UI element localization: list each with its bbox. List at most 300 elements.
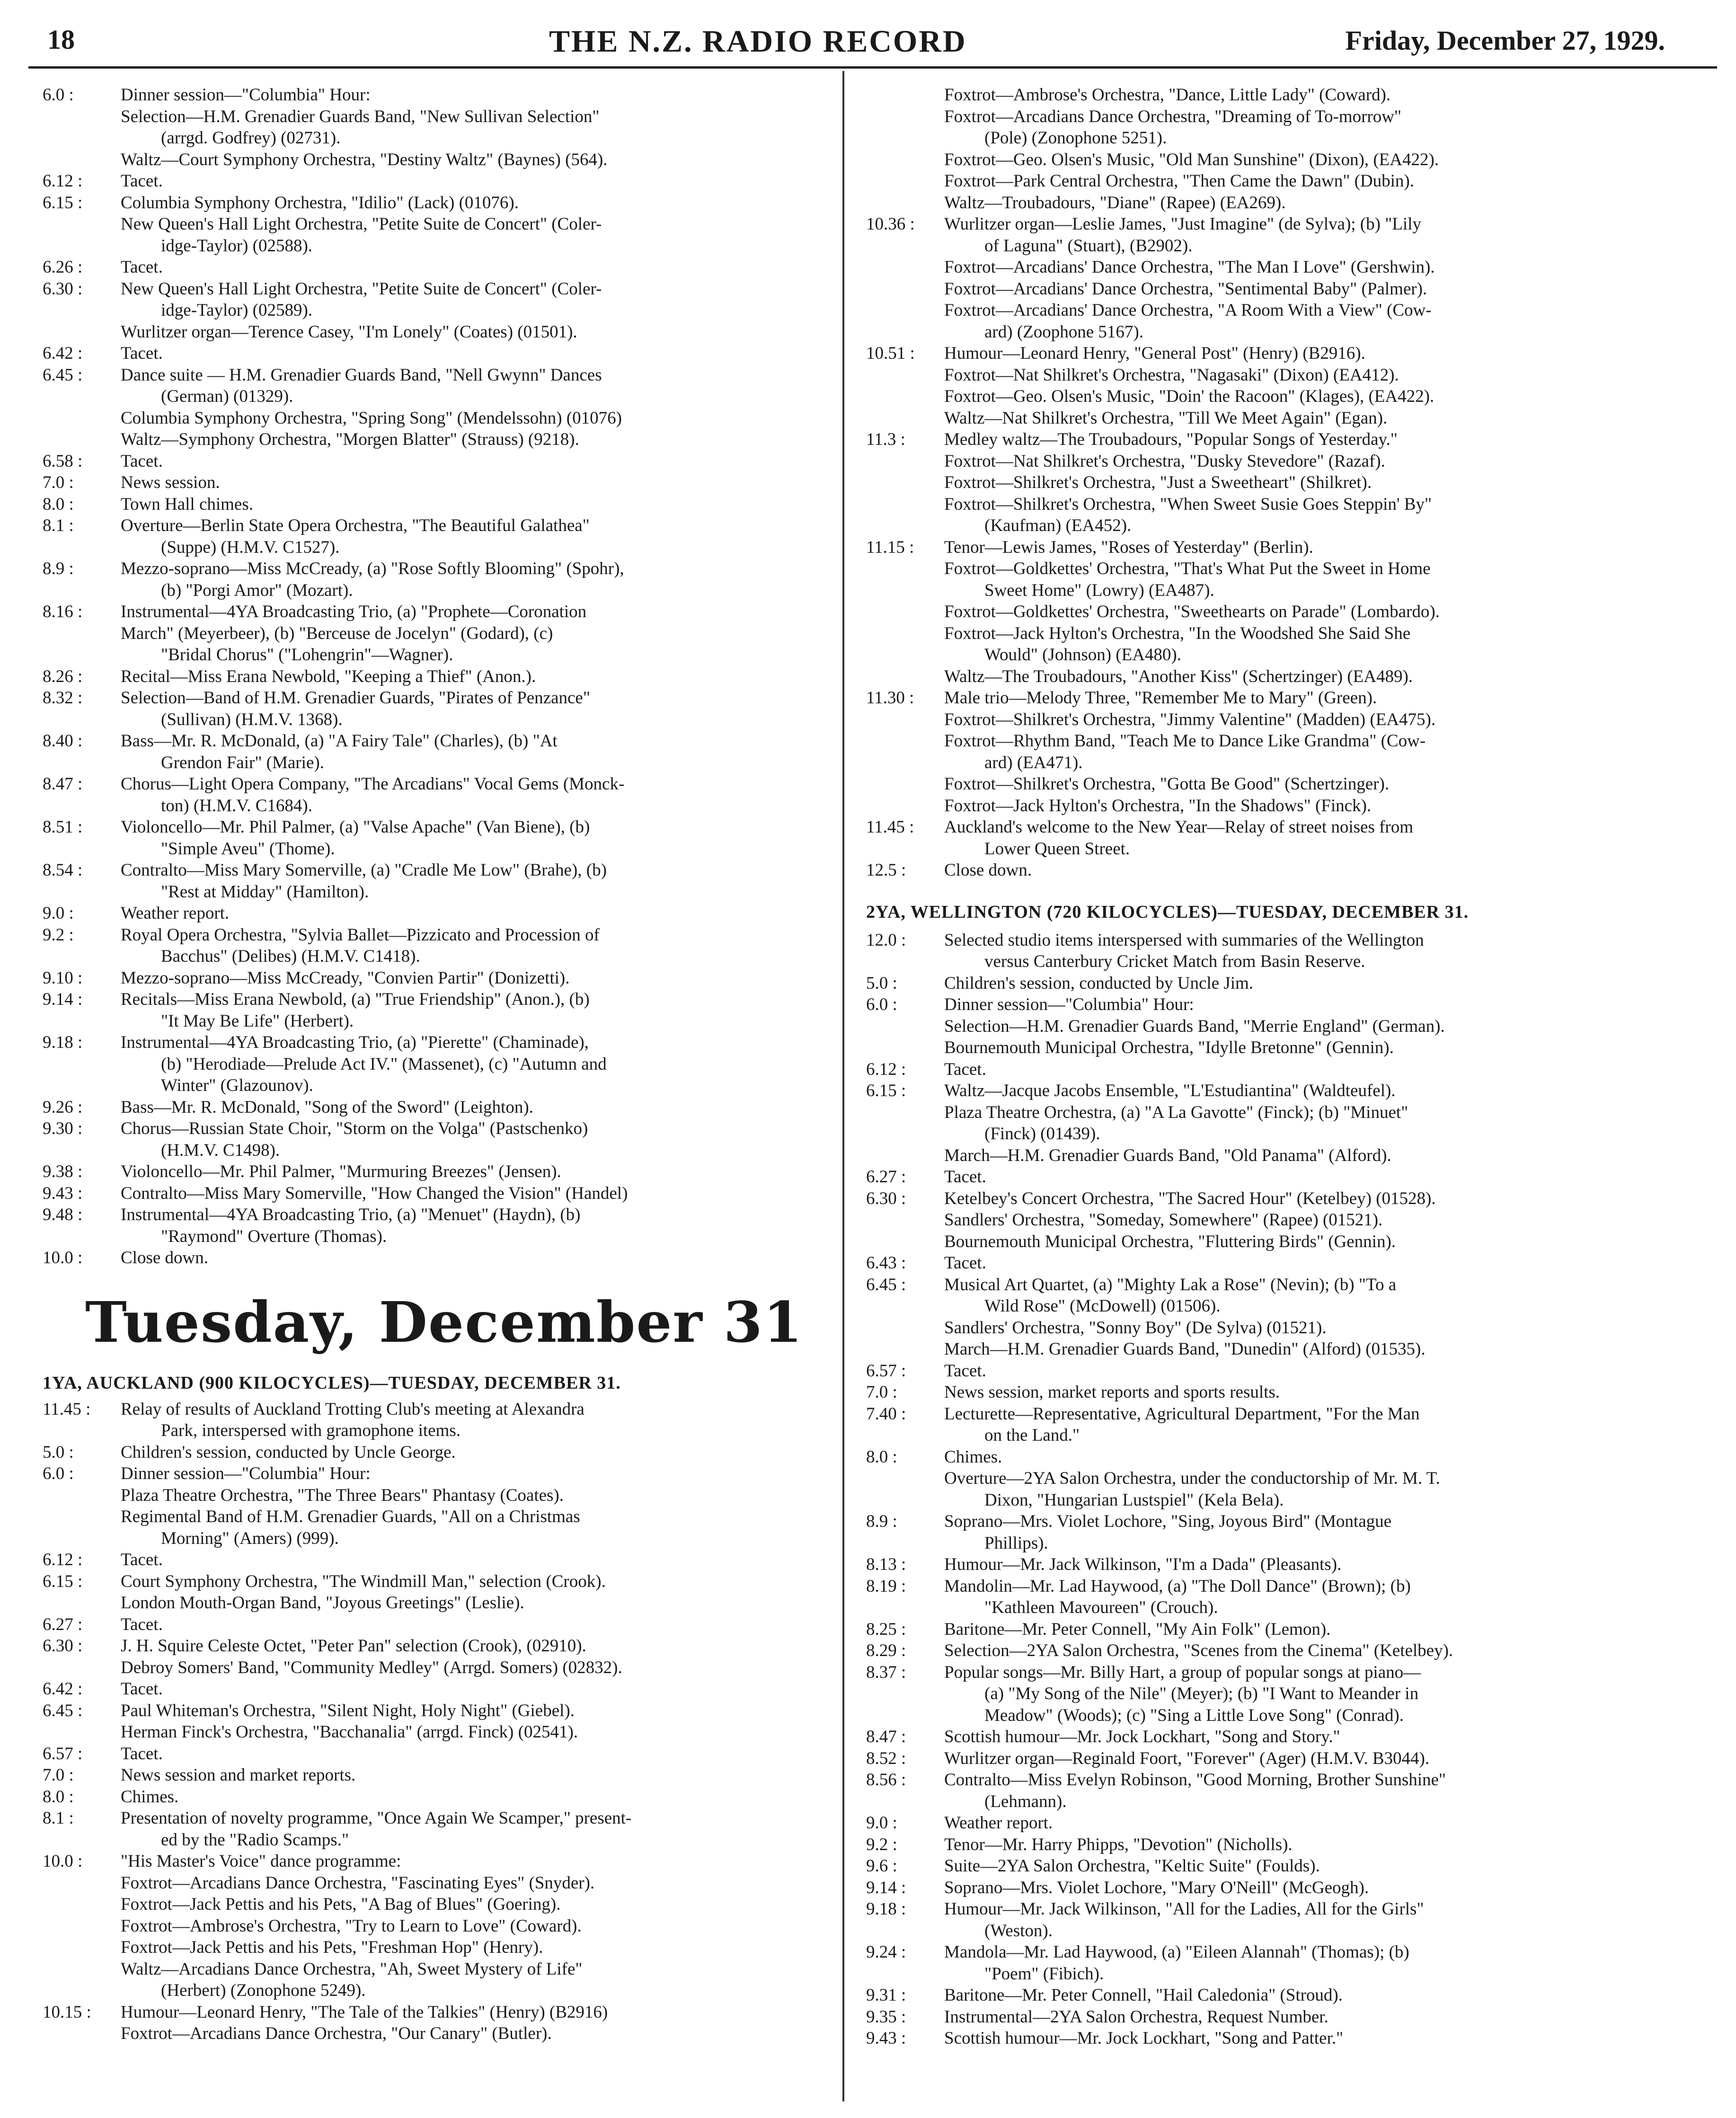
entry-text <box>944 1059 1699 1081</box>
entry-line: Chimes. <box>121 1787 179 1807</box>
program-entry <box>866 1812 1699 1834</box>
entry-line: Tenor—Lewis James, "Roses of Yesterday" (Berlin). <box>944 537 1313 557</box>
entry-text <box>121 558 824 601</box>
entry-line: Regimental Band of H.M. Grenadier Guards, "All on a Christmas <box>121 1507 580 1526</box>
program-entry <box>43 601 824 666</box>
entry-text <box>944 1576 1699 1619</box>
entry-text <box>121 1161 824 1183</box>
program-entry <box>43 1549 824 1571</box>
entry-line: Sweet Home" (Lowry) (EA487). <box>984 580 1214 600</box>
entry-line: Bass—Mr. R. McDonald, "Song of the Sword" (Leighton). <box>121 1097 533 1117</box>
entry-text <box>944 1554 1699 1576</box>
entry-line: of Laguna" (Stuart), (B2902). <box>984 236 1193 256</box>
entry-text <box>944 860 1699 881</box>
program-entry <box>866 1252 1699 1274</box>
entry-text <box>944 1446 1699 1511</box>
entry-time: 9.2 : <box>866 1834 897 1854</box>
entry-text <box>944 2028 1699 2049</box>
entry-text <box>121 730 824 773</box>
entry-line: Phillips). <box>984 1533 1048 1553</box>
entry-time: 5.0 : <box>43 1442 74 1462</box>
entry-text <box>121 1764 824 1786</box>
entry-line: Tacet. <box>944 1059 986 1079</box>
entry-line: "Simple Aveu" (Thome). <box>161 839 335 859</box>
entry-text <box>121 903 824 924</box>
entry-line: "Rest at Midday" (Hamilton). <box>161 882 369 902</box>
entry-text <box>121 1743 824 1765</box>
day-heading: Tuesday, December 31 <box>85 1289 803 1355</box>
entry-line: Dixon, "Hungarian Lustspiel" (Kela Bela). <box>984 1490 1284 1510</box>
entry-line: Dinner session—"Columbia" Hour: <box>121 85 371 105</box>
program-entry <box>866 994 1699 1059</box>
entry-text <box>121 1399 824 1442</box>
program-entry <box>43 343 824 364</box>
entry-text <box>121 924 824 967</box>
entry-line: Would" (Johnson) (EA480). <box>984 645 1181 665</box>
program-entry <box>43 1399 824 1442</box>
entry-text <box>121 1183 824 1205</box>
entry-time: 7.0 : <box>43 1765 74 1785</box>
entry-time: 9.43 : <box>866 2029 906 2048</box>
entry-line: Humour—Leonard Henry, "General Post" (Henry) (B2916). <box>944 344 1365 363</box>
entry-line: Waltz—Jacque Jacobs Ensemble, "L'Estudiantina" (Waldteufel). <box>944 1081 1396 1100</box>
entry-line: Humour—Leonard Henry, "The Tale of the Talkies" (Henry) (B2916) <box>121 2002 608 2022</box>
entry-line: Humour—Mr. Jack Wilkinson, "I'm a Dada" (Pleasants). <box>944 1555 1342 1574</box>
entry-line: Foxtrot—Geo. Olsen's Music, "Old Man Sunshine" (Dixon), (EA422). <box>944 150 1439 169</box>
entry-text <box>121 773 824 816</box>
entry-text <box>944 1252 1699 1274</box>
entry-line: idge-Taylor) (02588). <box>161 236 313 256</box>
entry-line: Weather report. <box>121 904 230 923</box>
page-number: 18 <box>47 24 75 55</box>
entry-line: (b) "Herodiade—Prelude Act IV." (Massenet), (c) "Autumn and <box>161 1054 607 1074</box>
entry-text <box>944 930 1699 973</box>
entry-line: Soprano—Mrs. Violet Lochore, "Mary O'Neill" (McGeogh). <box>944 1878 1369 1897</box>
program-entry <box>866 1834 1699 1856</box>
program-entry <box>43 494 824 515</box>
entry-line: on the Land." <box>984 1426 1080 1445</box>
entry-text <box>121 1247 824 1269</box>
entry-line: Winter" (Glazounov). <box>161 1076 313 1095</box>
masthead-title: THE N.Z. RADIO RECORD <box>549 24 967 59</box>
entry-line: Selection—H.M. Grenadier Guards Band, "New Sullivan Selection" <box>121 106 600 126</box>
entry-text <box>944 1382 1699 1403</box>
entry-time: 6.27 : <box>43 1614 83 1634</box>
entry-text <box>121 1118 824 1161</box>
program-entry <box>43 192 824 257</box>
entry-line: Wurlitzer organ—Reginald Foort, "Forever" (Ager) (H.M.V. B3044). <box>944 1748 1430 1768</box>
entry-line: Dinner session—"Columbia" Hour: <box>944 995 1194 1014</box>
entry-time: 8.56 : <box>866 1770 906 1790</box>
entry-time: 8.0 : <box>43 1787 74 1807</box>
entry-line: Chorus—Light Opera Company, "The Arcadians" Vocal Gems (Monck- <box>121 774 625 794</box>
entry-line: News session. <box>121 473 220 492</box>
entry-line: Violoncello—Mr. Phil Palmer, (a) "Valse Apache" (Van Biene), (b) <box>121 817 590 837</box>
entry-line: New Queen's Hall Light Orchestra, "Petite Suite de Concert" (Coler- <box>121 214 602 234</box>
entry-line: Instrumental—4YA Broadcasting Trio, (a) "Pierette" (Chaminade), <box>121 1033 589 1052</box>
entry-line: Selection—2YA Salon Orchestra, "Scenes from the Cinema" (Ketelbey). <box>944 1641 1453 1660</box>
program-entry <box>43 1204 824 1247</box>
entry-text <box>944 213 1699 343</box>
entry-line: Children's session, conducted by Uncle Jim. <box>944 973 1254 993</box>
entry-line: (Suppe) (H.M.V. C1527). <box>161 537 340 557</box>
entry-time: 11.45 : <box>43 1399 91 1419</box>
program-entry <box>43 1700 824 1743</box>
entry-text <box>944 973 1699 994</box>
entry-time: 8.52 : <box>866 1748 906 1768</box>
entry-text <box>121 1442 824 1463</box>
entry-text <box>944 1898 1699 1941</box>
program-entry <box>43 1118 824 1161</box>
program-entry <box>866 1748 1699 1770</box>
program-entry <box>43 1161 824 1183</box>
entry-line: Wurlitzer organ—Terence Casey, "I'm Lonely" (Coates) (01501). <box>121 322 577 342</box>
program-entry <box>43 515 824 558</box>
entry-line: Foxtrot—Park Central Orchestra, "Then Came the Dawn" (Dubin). <box>944 171 1414 191</box>
entry-line: Foxtrot—Ambrose's Orchestra, "Dance, Little Lady" (Coward). <box>944 85 1391 105</box>
entry-line: Foxtrot—Arcadians Dance Orchestra, "Dreaming of To-morrow" <box>944 106 1402 126</box>
entry-time: 8.0 : <box>43 494 74 514</box>
entry-text <box>121 1678 824 1700</box>
program-entry <box>43 1786 824 1808</box>
entry-time <box>866 84 944 213</box>
entry-time: 7.0 : <box>866 1382 897 1402</box>
entry-line: (Sullivan) (H.M.V. 1368). <box>161 709 343 729</box>
column-divider <box>842 71 844 2101</box>
entry-line: (Finck) (01439). <box>984 1124 1100 1143</box>
entry-text <box>121 601 824 666</box>
entry-line: Park, interspersed with gramophone items. <box>161 1421 461 1440</box>
program-entry <box>43 967 824 989</box>
entry-line: Musical Art Quartet, (a) "Mighty Lak a Rose" (Nevin); (b) "To a <box>944 1275 1397 1294</box>
entry-line: (Kaufman) (EA452). <box>984 516 1132 535</box>
entry-time: 9.48 : <box>43 1205 83 1224</box>
program-entry <box>43 472 824 494</box>
entry-time: 6.15 : <box>866 1081 906 1100</box>
entry-line: Meadow" (Woods); (c) "Sing a Little Love Song" (Conrad). <box>984 1705 1404 1725</box>
entry-text <box>944 1662 1699 1727</box>
program-entry <box>866 343 1699 429</box>
entry-line: Town Hall chimes. <box>121 494 253 514</box>
entry-line: Tacet. <box>944 1361 986 1381</box>
program-entry <box>43 1097 824 1118</box>
entry-text <box>121 472 824 494</box>
program-entry <box>866 429 1699 537</box>
entry-time: 6.45 : <box>866 1275 906 1294</box>
entry-line: Contralto—Miss Mary Somerville, (a) "Cradle Me Low" (Brahe), (b) <box>121 860 607 880</box>
entry-line: Chorus—Russian State Choir, "Storm on the Volga" (Pastschenko) <box>121 1119 588 1138</box>
program-entry <box>43 860 824 903</box>
entry-time: 6.30 : <box>43 279 83 299</box>
entry-line: Contralto—Miss Evelyn Robinson, "Good Morning, Brother Sunshine" <box>944 1770 1446 1790</box>
entry-time: 9.14 : <box>43 990 83 1009</box>
entry-time: 8.25 : <box>866 1619 906 1639</box>
entry-time: 8.1 : <box>43 1808 74 1828</box>
program-entry <box>43 84 824 170</box>
entry-line: ard) (Zoophone 5167). <box>984 322 1143 342</box>
entry-line: Waltz—Troubadours, "Diane" (Rapee) (EA269). <box>944 193 1286 213</box>
entry-line: Herman Finck's Orchestra, "Bacchanalia" (arrgd. Finck) (02541). <box>121 1722 578 1742</box>
program-entry <box>866 1619 1699 1640</box>
entry-line: Foxtrot—Jack Hylton's Orchestra, "In the Woodshed She Said She <box>944 623 1411 643</box>
program-entry <box>866 1640 1699 1662</box>
entry-line: March" (Meyerbeer), (b) "Berceuse de Jocelyn" (Godard), (c) <box>121 623 553 643</box>
entry-line: Tacet. <box>121 1679 163 1699</box>
entry-line: Plaza Theatre Orchestra, (a) "A La Gavotte" (Finck); (b) "Minuet" <box>944 1102 1408 1122</box>
entry-line: Morning" (Amers) (999). <box>161 1528 339 1548</box>
entry-time: 6.12 : <box>43 171 83 191</box>
entry-time: 8.37 : <box>866 1662 906 1682</box>
program-entry <box>866 2006 1699 2028</box>
program-entry <box>43 1442 824 1463</box>
entry-line: Columbia Symphony Orchestra, "Spring Song" (Mendelssohn) (01076) <box>121 408 622 428</box>
entry-line: Contralto—Miss Mary Somerville, "How Changed the Vision" (Handel) <box>121 1183 628 1203</box>
entry-time: 9.2 : <box>43 925 74 945</box>
entry-time: 8.40 : <box>43 731 83 751</box>
entry-line: Foxtrot—Goldkettes' Orchestra, "That's What Put the Sweet in Home <box>944 559 1431 578</box>
station-heading-2ya: 2YA, WELLINGTON (720 KILOCYCLES)—TUESDAY, DECEMBER 31. <box>866 902 1469 922</box>
entry-line: Waltz—Court Symphony Orchestra, "Destiny Waltz" (Baynes) (564). <box>121 150 608 169</box>
entry-text <box>121 364 824 451</box>
entry-time: 9.10 : <box>43 968 83 988</box>
entry-text <box>121 1097 824 1118</box>
entry-line: Scottish humour—Mr. Jock Lockhart, "Song and Story." <box>944 1727 1340 1746</box>
program-entry <box>866 1662 1699 1727</box>
entry-line: Tacet. <box>121 1550 163 1569</box>
program-entry <box>43 278 824 343</box>
entry-line: Bournemouth Municipal Orchestra, "Fluttering Birds" (Gennin). <box>944 1232 1396 1251</box>
entry-line: London Mouth-Organ Band, "Joyous Greetings" (Leslie). <box>121 1593 524 1613</box>
entry-text <box>121 1204 824 1247</box>
entry-text <box>944 1511 1699 1554</box>
entry-text <box>121 278 824 343</box>
entry-time: 9.14 : <box>866 1878 906 1897</box>
entry-line: (arrgd. Godfrey) (02731). <box>161 128 341 148</box>
entry-line: Baritone—Mr. Peter Connell, "Hail Caledonia" (Stroud). <box>944 1985 1343 2005</box>
entry-text <box>944 1834 1699 1856</box>
entry-text <box>121 816 824 860</box>
entry-line: Foxtrot—Nat Shilkret's Orchestra, "Dusky Stevedore" (Razaf). <box>944 451 1385 471</box>
entry-time: 6.43 : <box>866 1253 906 1273</box>
program-entry <box>43 773 824 816</box>
entry-line: Royal Opera Orchestra, "Sylvia Ballet—Pizzicato and Procession of <box>121 925 600 945</box>
program-entry <box>43 170 824 192</box>
entry-line: Mandola—Mr. Lad Haywood, (a) "Eileen Alannah" (Thomas); (b) <box>944 1942 1409 1962</box>
entry-text <box>944 1360 1699 1382</box>
entry-line: Recitals—Miss Erana Newbold, (a) "True Friendship" (Anon.), (b) <box>121 990 590 1009</box>
entry-line: Lecturette—Representative, Agricultural Department, "For the Man <box>944 1404 1420 1424</box>
entry-line: Plaza Theatre Orchestra, "The Three Bears" Phantasy (Coates). <box>121 1485 564 1505</box>
entry-line: Foxtrot—Arcadians Dance Orchestra, "Fascinating Eyes" (Snyder). <box>121 1873 595 1893</box>
entry-time: 11.45 : <box>866 817 914 837</box>
entry-text <box>944 2006 1699 2028</box>
issue-date: Friday, December 27, 1929. <box>1345 25 1665 56</box>
entry-time: 6.15 : <box>43 193 83 213</box>
program-entry <box>866 84 1699 213</box>
entry-time: 6.42 : <box>43 1679 83 1699</box>
entry-line: Wurlitzer organ—Leslie James, "Just Imagine" (de Sylva); (b) "Lily <box>944 214 1421 234</box>
entry-time: 9.0 : <box>866 1813 897 1833</box>
entry-text <box>121 343 824 364</box>
entry-line: "It May Be Life" (Herbert). <box>161 1011 354 1031</box>
entry-time: 6.57 : <box>43 1744 83 1764</box>
program-entry <box>866 1274 1699 1360</box>
entry-text <box>121 84 824 170</box>
entry-line: Foxtrot—Arcadians' Dance Orchestra, "The Man I Love" (Gershwin). <box>944 257 1435 277</box>
entry-line: Mandolin—Mr. Lad Haywood, (a) "The Doll Dance" (Brown); (b) <box>944 1576 1411 1596</box>
entry-line: Foxtrot—Arcadians Dance Orchestra, "Our Canary" (Butler). <box>121 2024 552 2043</box>
entry-line: Foxtrot—Rhythm Band, "Teach Me to Dance Like Grandma" (Cow- <box>944 731 1426 751</box>
left-station-program <box>43 1399 824 2045</box>
entry-text <box>944 1985 1699 2006</box>
entry-line: Relay of results of Auckland Trotting Club's meeting at Alexandra <box>121 1399 585 1419</box>
right-column <box>866 84 1699 2049</box>
program-entry <box>866 930 1699 973</box>
entry-time: 10.0 : <box>43 1852 83 1871</box>
entry-line: Auckland's welcome to the New Year—Relay of street noises from <box>944 817 1414 837</box>
entry-text <box>944 1855 1699 1877</box>
entry-line: Instrumental—4YA Broadcasting Trio, (a) "Menuet" (Haydn), (b) <box>121 1205 581 1224</box>
entry-text <box>944 1403 1699 1446</box>
entry-line: News session, market reports and sports results. <box>944 1382 1280 1402</box>
program-entry <box>43 816 824 860</box>
entry-line: Grendon Fair" (Marie). <box>161 753 324 772</box>
entry-line: Tacet. <box>121 344 163 363</box>
entry-line: Weather report. <box>944 1813 1053 1833</box>
entry-time: 9.6 : <box>866 1856 897 1876</box>
program-entry <box>43 1743 824 1765</box>
program-entry <box>43 1678 824 1700</box>
entry-line: "Kathleen Mavoureen" (Crouch). <box>984 1598 1218 1617</box>
entry-line: Waltz—Symphony Orchestra, "Morgen Blatter" (Strauss) (9218). <box>121 430 579 449</box>
entry-text <box>944 1812 1699 1834</box>
entry-line: Mezzo-soprano—Miss McCready, (a) "Rose Softly Blooming" (Spohr), <box>121 559 624 578</box>
entry-text <box>121 1786 824 1808</box>
program-entry <box>43 558 824 601</box>
entry-text <box>121 494 824 515</box>
entry-line: Tacet. <box>121 257 163 277</box>
program-entry <box>866 1511 1699 1554</box>
entry-text <box>121 1463 824 1549</box>
entry-line: Instrumental—2YA Salon Orchestra, Request Number. <box>944 2007 1329 2027</box>
entry-time: 8.9 : <box>866 1512 897 1531</box>
entry-time: 8.54 : <box>43 860 83 880</box>
entry-line: Tacet. <box>944 1253 986 1273</box>
entry-line: versus Canterbury Cricket Match from Basin Reserve. <box>984 952 1365 971</box>
entry-text <box>121 257 824 278</box>
entry-time: 9.31 : <box>866 1985 906 2005</box>
entry-time: 12.5 : <box>866 860 906 880</box>
entry-line: Tacet. <box>121 451 163 471</box>
entry-line: Humour—Mr. Jack Wilkinson, "All for the Ladies, All for the Girls" <box>944 1899 1424 1919</box>
entry-text <box>121 967 824 989</box>
entry-text <box>121 1032 824 1097</box>
entry-time: 8.29 : <box>866 1641 906 1660</box>
entry-line: ed by the "Radio Scamps." <box>161 1830 349 1850</box>
entry-line: Waltz—The Troubadours, "Another Kiss" (Schertzinger) (EA489). <box>944 666 1413 686</box>
program-entry <box>43 1571 824 1614</box>
entry-time: 8.0 : <box>866 1447 897 1467</box>
entry-time: 6.26 : <box>43 257 83 277</box>
program-entry <box>866 1726 1699 1748</box>
entry-line: Foxtrot—Jack Hylton's Orchestra, "In the Shadows" (Finck). <box>944 796 1372 815</box>
entry-text <box>944 1877 1699 1899</box>
entry-text <box>944 1640 1699 1662</box>
entry-time: 9.18 : <box>866 1899 906 1919</box>
entry-line: Debroy Somers' Band, "Community Medley" (Arrgd. Somers) (02832). <box>121 1657 622 1677</box>
program-entry <box>866 213 1699 343</box>
program-entry <box>43 687 824 730</box>
entry-line: Soprano—Mrs. Violet Lochore, "Sing, Joyous Bird" (Montague <box>944 1512 1392 1531</box>
entry-time: 11.15 : <box>866 537 914 557</box>
program-entry <box>43 1635 824 1678</box>
entry-line: Dinner session—"Columbia" Hour: <box>121 1464 371 1483</box>
entry-text <box>121 192 824 257</box>
entry-line: Sandlers' Orchestra, "Someday, Somewhere" (Rapee) (01521). <box>944 1210 1383 1230</box>
entry-line: Male trio—Melody Three, "Remember Me to Mary" (Green). <box>944 688 1377 708</box>
entry-text <box>121 989 824 1032</box>
entry-line: Ketelbey's Concert Orchestra, "The Sacred Hour" (Ketelbey) (01528). <box>944 1188 1436 1208</box>
entry-text <box>944 343 1699 429</box>
entry-line: Baritone—Mr. Peter Connell, "My Ain Folk" (Lemon). <box>944 1619 1331 1639</box>
entry-time: 9.38 : <box>43 1162 83 1181</box>
program-entry <box>43 451 824 472</box>
entry-line: Selection—Band of H.M. Grenadier Guards, "Pirates of Penzance" <box>121 688 590 708</box>
entry-line: Presentation of novelty programme, "Once Again We Scamper," present- <box>121 1808 632 1828</box>
entry-line: ton) (H.M.V. C1684). <box>161 796 312 815</box>
program-entry <box>866 973 1699 994</box>
station-heading-1ya: 1YA, AUCKLAND (900 KILOCYCLES)—TUESDAY, DECEMBER 31. <box>43 1373 621 1393</box>
entry-time: 6.42 : <box>43 344 83 363</box>
entry-time: 8.47 : <box>866 1727 906 1746</box>
program-entry <box>43 364 824 451</box>
entry-text <box>944 429 1699 537</box>
entry-time: 6.58 : <box>43 451 83 471</box>
entry-line: "Raymond" Overture (Thomas). <box>161 1226 387 1246</box>
entry-text <box>121 1614 824 1636</box>
entry-time: 6.0 : <box>43 1464 74 1483</box>
entry-line: Foxtrot—Shilkret's Orchestra, "Gotta Be Good" (Schertzinger). <box>944 774 1390 794</box>
entry-line: News session and market reports. <box>121 1765 356 1785</box>
program-entry <box>866 860 1699 881</box>
entry-line: Chimes. <box>944 1447 1002 1467</box>
entry-line: Tacet. <box>121 1744 163 1764</box>
program-entry <box>43 924 824 967</box>
entry-line: Waltz—Arcadians Dance Orchestra, "Ah, Sweet Mystery of Life" <box>121 1959 583 1979</box>
entry-time: 8.13 : <box>866 1555 906 1574</box>
program-entry <box>866 1080 1699 1166</box>
page-header <box>0 0 1736 76</box>
entry-line: (Lehmann). <box>984 1791 1067 1811</box>
program-entry <box>866 1166 1699 1188</box>
entry-line: March—H.M. Grenadier Guards Band, "Dunedin" (Alford) (01535). <box>944 1339 1426 1359</box>
program-entry <box>43 257 824 278</box>
entry-time: 9.43 : <box>43 1183 83 1203</box>
entry-time: 8.32 : <box>43 688 83 708</box>
entry-line: Foxtrot—Shilkret's Orchestra, "When Sweet Susie Goes Steppin' By" <box>944 494 1432 514</box>
entry-time: 6.57 : <box>866 1361 906 1381</box>
entry-line: Foxtrot—Shilkret's Orchestra, "Jimmy Valentine" (Madden) (EA475). <box>944 709 1436 729</box>
entry-line: Instrumental—4YA Broadcasting Trio, (a) "Prophete—Coronation <box>121 602 587 621</box>
entry-text <box>121 687 824 730</box>
entry-text <box>944 1769 1699 1812</box>
entry-line: Sandlers' Orchestra, "Sonny Boy" (De Sylva) (01521). <box>944 1318 1327 1338</box>
entry-line: ard) (EA471). <box>984 753 1083 772</box>
entry-time: 6.30 : <box>43 1636 83 1656</box>
entry-time: 6.45 : <box>43 365 83 385</box>
entry-line: Tacet. <box>121 171 163 191</box>
entry-line: idge-Taylor) (02589). <box>161 301 313 320</box>
